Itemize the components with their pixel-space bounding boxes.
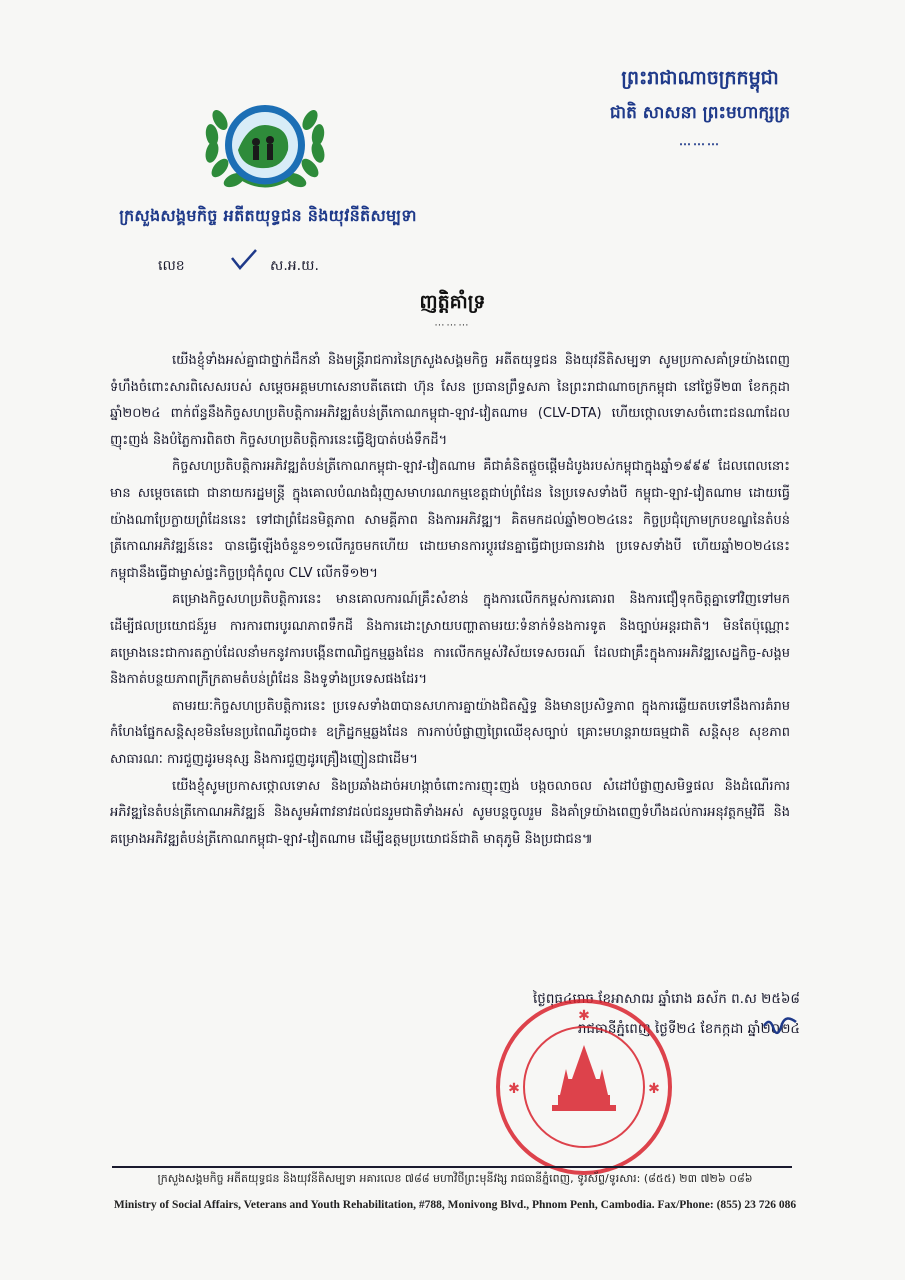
paragraph-1: យើងខ្ញុំទាំងអស់គ្នាជាថ្នាក់ដឹកនាំ និងមន្ត្រីរាជការនៃក្រសួងសង្គមកិច្ច អតីតយុទ្ធជន និងយុវនីតិសម្បទា សូមប្រកាសគាំទ្រយ៉ាងពេញទំហឹងចំពោះសារពិសេសរបស់ សម្តេចអគ្គមហាសេនាបតីតេជោ ហ៊ុន សែន ប្រធានព្រឹទ្ធសភា នៃព្រះរាជាណាចក្រកម្ពុជា នៅថ្ងៃទី២៣ ខែកក្កដា ឆ្នាំ២០២៤ ពាក់ព័ន្ធនឹងកិច្ចសហប្រតិបត្តិការអភិវឌ្ឍតំបន់ត្រីកោណកម្ពុជា-ឡាវ-វៀតណាម (CLV-DTA) ហើយថ្កោលទោសចំពោះជនណាដែលញុះញង់ និងបំភ្លៃការពិតថា កិច្ចសហប្រតិបត្តិការនេះធ្វើឱ្យបាត់បង់ទឹកដី។ — [110, 353, 790, 448]
lunar-date: ថ្ងៃពុធ៤រោច ខែអាសាឍ ឆ្នាំរោង ឆស័ក ព.ស ២៥៦៨ — [532, 991, 800, 1007]
footer-address-en: Ministry of Social Affairs, Veterans and Youth Rehabilitation, #788, Monivong Blvd., Phnom Penh, Cambodia. Fax/Phone: (855) 23 726 086 — [113, 1199, 797, 1211]
title-ornament: ⋯⋯⋯ — [434, 320, 471, 331]
svg-text:✱: ✱ — [578, 1008, 590, 1024]
document-body — [110, 348, 790, 853]
ref-label: លេខ — [158, 258, 185, 274]
checkmark-icon — [228, 246, 260, 274]
svg-text:✱: ✱ — [508, 1081, 520, 1097]
ministry-logo-icon — [190, 90, 340, 200]
ministry-name: ក្រសួងសង្គមកិច្ច អតីតយុទ្ធជន និងយុវនីតិសម្បទា — [119, 206, 417, 225]
ref-code: ស.អ.យ. — [270, 258, 319, 274]
footer-address-kh: ក្រសួងសង្គមកិច្ច អតីតយុទ្ធជន និងយុវនីតិសម្បទា អគារលេខ ៧៨៨ មហាវិថីព្រះមុនីវង្ស រាជធានីភ្នំពេញ, ទូរស័ព្ទ/ទូរសារ: (៨៥៥) ២៣ ៧២៦ ០៨៦ — [157, 1172, 753, 1185]
official-seal-icon — [492, 995, 677, 1180]
kingdom-ornament: ⋯⋯⋯ — [679, 137, 721, 151]
paragraph-2: កិច្ចសហប្រតិបត្តិការអភិវឌ្ឍតំបន់ត្រីកោណកម្ពុជា-ឡាវ-វៀតណាម គឺជាគំនិតផ្តួចផ្តើមដំបូងរបស់កម្ពុជាក្នុងឆ្នាំ១៩៩៩ ដែលពេលនោះមាន សម្តេចតេជោ ជានាយករដ្ឋមន្ត្រី ក្នុងគោលបំណងជំរុញសមាហរណកម្មខេត្តជាប់ព្រំដែន នៃប្រទេសទាំងបី កម្ពុជា-ឡាវ-វៀតណាម ដោយធ្វើយ៉ាងណាប្រែក្លាយព្រំដែននេះ ទៅជាព្រំដែនមិត្តភាព សាមគ្គីភាព និងការអភិវឌ្ឍ។ គិតមកដល់ឆ្នាំ២០២៤នេះ កិច្ចប្រជុំក្រោមក្របខណ្ឌនៃតំបន់ត្រីកោណអភិវឌ្ឍន៍នេះ បានធ្វើឡើងចំនួន១១លើករួចមកហើយ ដោយមានការប្តូរវេនគ្នាធ្វើជាប្រធានរវាង ប្រទេសទាំងបី ហើយឆ្នាំ២០២៤នេះ កម្ពុជានឹងធ្វើជាម្ចាស់ផ្ទះកិច្ចប្រជុំកំពូល CLV លើកទី១២។ — [110, 459, 790, 581]
paragraph-3: គម្រោងកិច្ចសហប្រតិបត្តិការនេះ មានគោលការណ៍គ្រឹះសំខាន់ ក្នុងការលើកកម្ពស់ការគោរព និងការជឿទុកចិត្តគ្នាទៅវិញទៅមក ដើម្បីផលប្រយោជន៍រួម ការការពារបូរណភាពទឹកដី និងការដោះស្រាយបញ្ហាតាមរយៈទំនាក់ទំនងការទូត និងច្បាប់អន្តរជាតិ។ មិនតែប៉ុណ្ណោះ គម្រោងនេះជាការតភ្ជាប់ដែលនាំមកនូវការបង្កើនពាណិជ្ជកម្មឆ្លងដែន ការលើកកម្ពស់វិស័យទេសចរណ៍ ដែលជាគ្រឹះក្នុងការអភិវឌ្ឍសេដ្ឋកិច្ច-សង្គម និងកាត់បន្ថយភាពក្រីក្រតាមតំបន់ព្រំដែន និងទូទាំងប្រទេសផងដែរ។ — [110, 592, 790, 688]
paragraph-5: យើងខ្ញុំសូមប្រកាសថ្កោលទោស និងប្រឆាំងដាច់អហង្កាចំពោះការញុះញង់ បង្កចលាចល សំដៅបំផ្លាញសមិទ្ធផល និងដំណើរការអភិវឌ្ឍនៃតំបន់ត្រីកោណអភិវឌ្ឍន៍ និងសូមអំពាវនាវដល់ជនរួមជាតិទាំងអស់ សូមបន្តចូលរួម និងគាំទ្រយ៉ាងពេញទំហឹងដល់ការអនុវត្តកម្មវិធី និងគម្រោងអភិវឌ្ឍតំបន់ត្រីកោណកម្ពុជា-ឡាវ-វៀតណាម ដើម្បីឧត្តមប្រយោជន៍ជាតិ មាតុភូមិ និងប្រជាជន៕ — [110, 778, 790, 847]
paragraph-4: តាមរយៈកិច្ចសហប្រតិបត្តិការនេះ ប្រទេសទាំង៣បានសហការគ្នាយ៉ាងជិតស្និទ្ធ និងមានប្រសិទ្ធភាព ក្នុងការឆ្លើយតបទៅនឹងការគំរាមកំហែងផ្នែកសន្តិសុខមិនមែនប្រពៃណីដូចជា៖ ឧក្រិដ្ឋកម្មឆ្លងដែន ការកាប់បំផ្លាញព្រៃឈើខុសច្បាប់ គ្រោះមហន្តរាយធម្មជាតិ សន្តិសុខ សុខភាពសាធារណៈ ការជួញដូរមនុស្ស និងការជួញដូរគ្រឿងញៀនជាដើម។ — [110, 698, 790, 767]
solar-date: រាជធានីភ្នំពេញ ថ្ងៃទី២៤ ខែកក្កដា ឆ្នាំ២០២៤ — [577, 1021, 800, 1037]
document-title: ញត្តិគាំទ្រ — [419, 291, 486, 313]
kingdom-line1: ព្រះរាជាណាចក្រកម្ពុជា — [621, 67, 779, 89]
reference-number — [158, 252, 398, 278]
signature-mark-icon — [760, 1012, 800, 1042]
svg-text:✱: ✱ — [648, 1081, 660, 1097]
kingdom-line2: ជាតិ សាសនា ព្រះមហាក្សត្រ — [609, 103, 791, 123]
kingdom-header — [570, 66, 830, 151]
footer-divider — [112, 1166, 792, 1168]
